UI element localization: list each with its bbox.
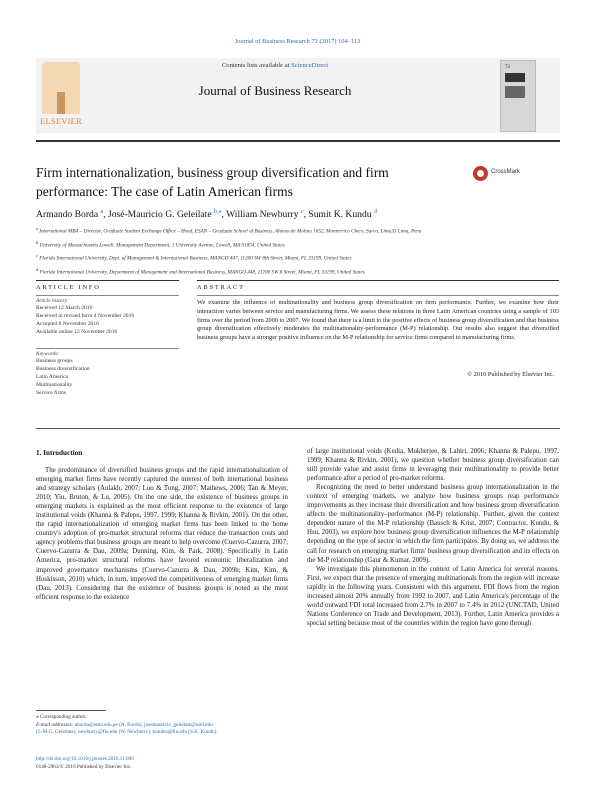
article-info-heading: ARTICLE INFO [36,284,101,291]
doi-link[interactable]: http://dx.doi.org/10.1016/j.jbusres.2016.11.006 [36,756,134,762]
history-item: Received 12 March 2016 [36,305,93,311]
keyword[interactable]: Latin America [36,374,69,380]
journal-title[interactable]: Journal of Business Research [198,83,352,98]
left-column [36,466,288,602]
abstract-copyright: © 2016 Published by Elsevier Inc. [467,371,554,378]
paragraph: Recognizing the need to better understand business group internationalization in the context of emerging markets, we analyze how business groups reap performance improvements as they increase their diversification and how business group diversification affects the multinationality–performance (M-P) relationship. Further, given the context dependent nature of the M-P relationship (Bausch & Krist, 2007; Contractor, Kundu, & Hsu, 2003), we explore how business group diversification influences the M-P relationship depending on the type of sector in which the firm participates. By doing so, we address the call for research on emerging market firms' business group diversification and its effects on the M-P relationship (Gaur & Kumar, 2009). [307,484,559,564]
history-divider [36,348,179,349]
email-links[interactable]: (J.-M.G. Geleilate), newburry@fiu.edu (W. Newburry), kundus@fiu.edu (S.K. Kundu). [36,729,218,736]
abstract-bottom-divider [36,428,560,429]
author-list: Armando Borda $^a$, José-Mauricio G. Geleilate $^{b,⁎}$, William Newburry $^c$, Sumit K. Kundu $^d$ [36,209,377,221]
author-name[interactable]: Sumit K. Kundu [308,209,372,221]
email-links[interactable]: aborda@esan.edu.pe (A. Borda), josemauricio_geleilate@uml.edu [74,721,213,728]
right-column [307,447,559,628]
author-name[interactable]: Armando Borda [36,209,99,221]
issn-line: 0148-2963/© 2016 Published by Elsevier Inc. [36,763,132,770]
affiliations [36,224,556,278]
affiliation: $^a$ International MBA – Director, Graduate Student Exchange Office – Head, ESAN – Graduate School of Business, Alonso de Molina 1652, Monterrico Chico, Surco, Lima33 Lima, Peru [36,226,422,235]
paragraph: The predominance of diversified business groups and the rapid internationalization of emerging market firms have recently captured the interest of both international business and strategy scholars (Aulakh, 2007; Luo & Tung, 2007; Mathews, 2006; Tan & Meyer, 2010; Yiu, Bruton, & Lu, 2005). On the one side, the existence of business groups in emerging markets is explained as the most efficient response to the existence of large institutional voids (Khanna & Palepu, 1997, 1999; Khanna & Rivkin, 2001). On the other, the rapid internationalization of emerging market firms has been linked to the home country's adoption of pro-market structural reforms that reduce the transaction costs and agency problems that business groups are meant to help overcome (Cuervo-Cazurra, 2007; Cuervo-Cazurra & Dau, 2009a; Dunning, Kim, & Park, 2008). Specifically in Latin America, pro-market structural reforms have favored economic liberalization and improved governance mechanisms (Cuervo-Cazurra & Dau, 2009b; Kim, Kim, & Hoskisson, 2010) which, in turn, improved the competitiveness of emerging market firms (Dau, 2013). Considering that the existence of business groups is noted as the most efficient response to the existence [36,467,288,601]
journal-cover[interactable] [498,58,560,133]
crossmark-icon [473,166,488,181]
keyword[interactable]: Business groups [36,358,73,364]
history-item: Received in revised form 4 November 2016 [36,313,135,319]
elsevier-logo [36,58,86,133]
paragraph: We investigate this phenomenon in the context of Latin America for several reasons. First, we expect that the presence of emerging multinationals from the region will increase rapidly in the following years. Consistent with this argument, FDI flows from the region increased almost 20% annually from 1992 to 2007, and Latin America's percentage of the world outward FDI total increased from 2.7% in 2007 to 7.4% in 2012 (UNCTAD, United Nations Conference on Trade and Development, 2013). Further, Latin America provides a special setting because most of the countries within the region have gone through [307,565,559,627]
abstract-divider [197,280,559,281]
sciencedirect-link[interactable]: ScienceDirect [291,62,329,69]
crossmark-badge[interactable]: CrossMark [473,166,543,182]
info-divider [36,280,179,281]
info-subdivider [36,295,179,296]
author-name[interactable]: José-Mauricio G. Geleilate [107,209,212,221]
article-title: Firm internationalization, business group diversification and firm performance: The case of Latin American firms [36,165,389,199]
journal-reference[interactable]: Journal of Business Research 72 (2017) 104–113 [234,38,361,45]
affiliation: $^d$ Florida International University, Department of Management and International Business, MANGO 448, 11200 SW 8 Street, Miami, FL 33199, United States [36,266,365,276]
affiliation: $^c$ Florida International University, Dept. of Management & International Business, MANGO 447, 11200 SW 8th Street, Miami, FL 33199, United States [36,253,352,262]
paragraph: of large institutional voids (Kedia, Mukherjee, & Lahiri, 2006; Khanna & Palepu, 1997, 1999; Khanna & Rivkin, 2001), we question whether business group diversification can still provide value and assist firms in leveraging their multinationality to provide better performance after a period of pro-market reforms. [307,448,559,483]
section-heading: 1. Introduction [36,449,83,457]
keywords: Keywords: Business groups Business diversification Latin America Multinationality Service firms [36,351,186,397]
abstract-subdivider [197,295,559,296]
history-item: Accepted 8 November 2016 [36,321,99,327]
corresponding-author-note: ⁎ Corresponding author. [36,714,87,720]
abstract-text: We examine the influence of multinationality and business group diversification on firm performance. Further, we examine how their interaction varies between service and manufacturing firms. We assess these relations in three Latin American countries using a sample of 103 firms over the period from 2000 to 2007. We found that there is a limit to the positive effects of business group diversification and that business group diversification effectively moderates the multinationality-performance (M-P) relationship. Our results also suggest that diversified business groups have a stronger positive influence on the M-P relationship for service firms compared to manufacturing firms. [197,299,559,342]
affiliation: $^b$ University of Massachusetts Lowell, Management Department, 1 University Avenue, Lowell, MA 01854, United States [36,239,285,249]
header-divider [36,140,560,142]
article-history: Article history: Received 12 March 2016 Received in revised form 4 November 2016 Accepted 8 November 2016 Available online 12 November 2016 [36,298,186,336]
keyword[interactable]: Service firms [36,390,66,396]
keyword[interactable]: Business diversification [36,366,90,372]
publisher-logo-text: ELSEVIER [40,116,82,126]
history-item: Available online 12 November 2016 [36,329,118,335]
contents-line: Contents lists available at ScienceDirect [221,62,329,69]
doi-block [36,756,288,771]
cover-volume: 72 [505,65,510,70]
author-name[interactable]: William Newburry [226,209,299,221]
footnotes: ⁎ Corresponding author. E-mail addresses: aborda@esan.edu.pe (A. Borda), josemauricio_geleilate@uml.edu (J.-M.G. Geleilate), newburry@fiu.edu (W. Newburry), kundus@fiu.edu (S.K. Kundu). [36,714,288,737]
keyword[interactable]: Multinationality [36,382,73,388]
abstract-heading: ABSTRACT [197,284,245,291]
footnote-divider [36,710,106,711]
